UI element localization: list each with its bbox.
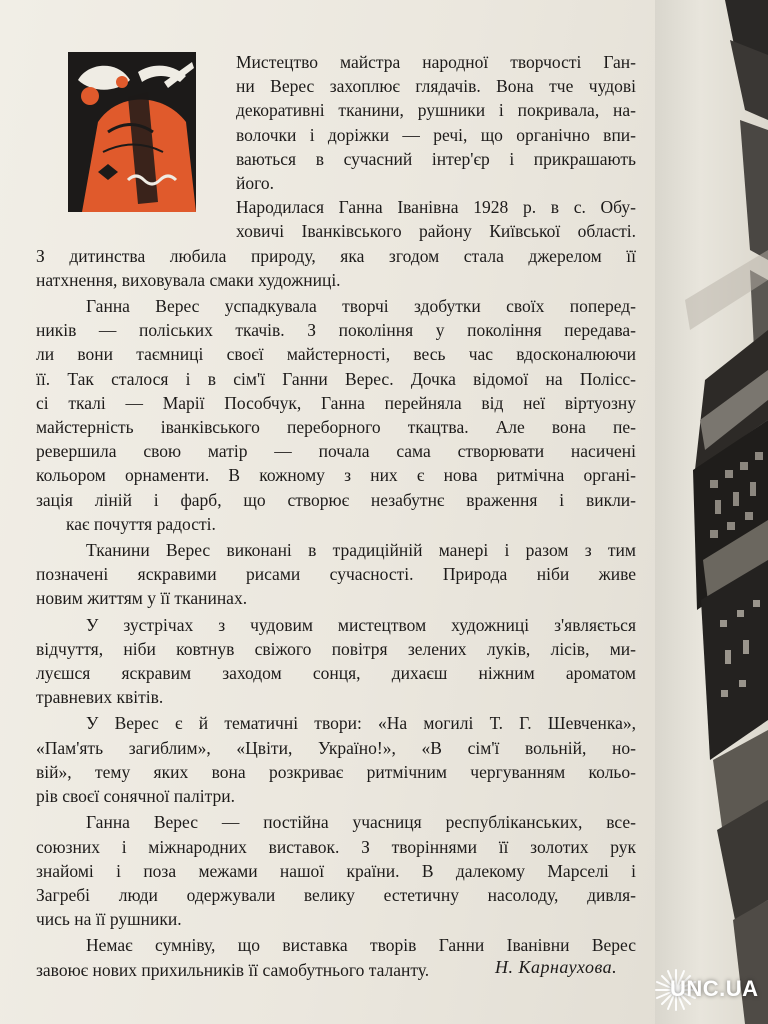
text-line: відчуття, ніби ковтнув свіжого повітря зелених луків, лісів, ми- (36, 638, 636, 659)
text-line: ревершила свою матір — почала сама створювати насичені (36, 441, 636, 462)
paragraph-6 (36, 711, 636, 808)
text-line: У Верес є й тематичні твори: «На могилі Т. Г. Шевченка», (86, 713, 636, 734)
text-line: ховичі Іванківського району Київської області. (236, 221, 636, 242)
text-line: союзних і міжнародних виставок. З творіннями її золотих рук (36, 836, 636, 857)
text-line: Ганна Верес успадкувала творчі здобутки своїх поперед- (86, 296, 636, 317)
text-line: Народилася Ганна Іванівна 1928 р. в с. Обу- (236, 197, 636, 218)
text-line: майстерність іванківського переборного ткацтва. Але вона пе- (36, 417, 636, 438)
paragraph-5 (36, 613, 636, 710)
article-body (36, 50, 636, 982)
text-line: завоює нових прихильників її самобутнього таланту. (36, 959, 430, 980)
paragraph-4 (36, 538, 636, 611)
text-line: Немає сумніву, що виставка творів Ганни Іванівни Верес (86, 935, 636, 956)
text-line: Мистецтво майстра народної творчості Ган- (236, 52, 636, 72)
watermark-text: UNC.UA (670, 976, 759, 1001)
site-watermark (652, 966, 764, 1016)
text-line: травневих квітів. (36, 687, 164, 708)
text-line: волочки і доріжки — речі, що органічно впи- (236, 124, 636, 145)
text-line: знайомі і поза межами нашої країни. В далекому Марселі і (36, 860, 636, 881)
paragraph-7 (36, 810, 636, 931)
paragraph-2 (36, 195, 636, 292)
text-line: луєшся яскравим заходом сонця, дихаєш ніжним ароматом (36, 663, 636, 684)
text-line: вій», тему яких вона розкриває ритмічним чергуванням кольо- (36, 761, 636, 782)
text-line: кає почуття радості. (66, 513, 216, 534)
text-line: ників — поліських ткачів. З покоління у покоління передава- (36, 320, 636, 341)
paragraph-1 (236, 50, 636, 195)
text-line: кольором орнаменти. В кожному з них є нова ритмічна органі- (36, 465, 636, 486)
author-signature: Н. Карнаухова. (495, 957, 618, 977)
text-line: декоративні тканини, рушники і покривала, на- (236, 100, 636, 121)
text-line: чись на її рушники. (36, 909, 182, 930)
text-line: ни Верес захоплює глядачів. Вона тче чудові (236, 76, 636, 97)
text-line: «Пам'ять загиблим», «Цвіти, Україно!», «В сім'ї вольній, но- (36, 737, 636, 758)
text-line: З дитинства любила природу, яка згодом стала джерелом її (36, 245, 636, 266)
text-line: рів своєї сонячної палітри. (36, 786, 235, 807)
text-line: натхнення, виховувала смаки художниці. (36, 269, 341, 290)
text-line: його. (236, 173, 274, 194)
textile-photo (655, 0, 768, 1024)
text-line: Тканини Верес виконані в традиційній манері і разом з тим (86, 540, 636, 561)
text-line: ваються в сучасний інтер'єр і прикрашають (236, 148, 636, 169)
text-line: Ганна Верес — постійна учасниця республіканських, все- (86, 812, 636, 833)
paragraph-3 (36, 294, 636, 536)
text-line: Загребі люди одержували велику естетичну насолоду, дивля- (36, 884, 636, 905)
text-line: її. Так сталося і в сім'ї Ганни Верес. Дочка відомої на Полісс- (36, 368, 636, 389)
facing-page-textile-photo (655, 0, 768, 1024)
text-line: новим життям у її тканинах. (36, 588, 248, 609)
text-line: зація ліній і фарб, що створює незабутнє враження і викли- (36, 489, 636, 510)
text-line: ли вони таємниці своєї майстерності, весь час вдосконалюючи (36, 344, 636, 365)
text-line: позначені яскравими рисами сучасності. Природа ніби живе (36, 564, 636, 585)
text-line: У зустрічах з чудовим мистецтвом художниці з'являється (86, 614, 636, 635)
text-line: сі ткалі — Марії Пособчук, Ганна перейняла від неї віртуозну (36, 392, 636, 413)
